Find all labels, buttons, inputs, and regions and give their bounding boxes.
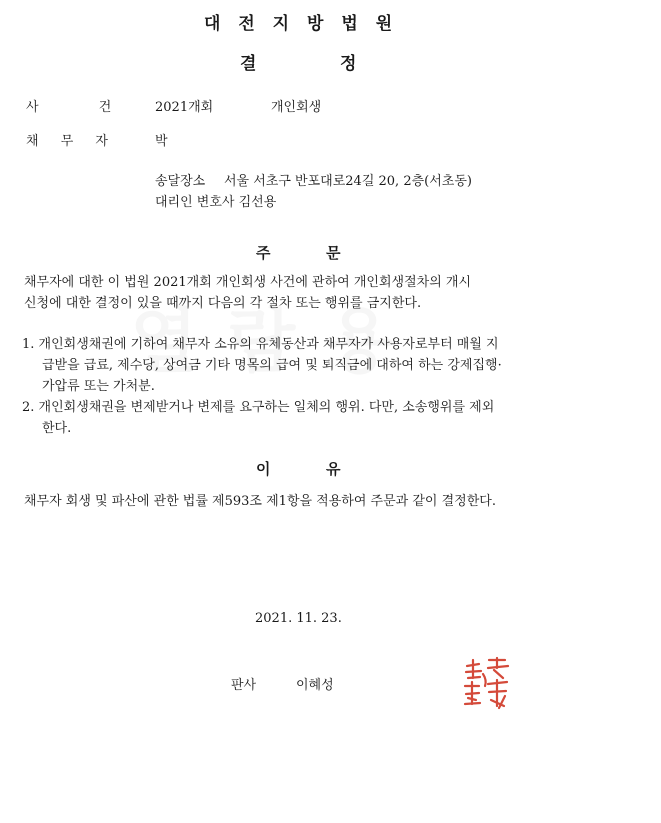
debtor-name: 박 (155, 134, 168, 149)
order-heading-left: 주 (256, 244, 271, 262)
doc-title-right: 정 (340, 54, 363, 74)
order-item-number: 1. (22, 337, 35, 352)
case-type: 개인회생 (271, 100, 322, 115)
reason-heading-left: 이 (256, 460, 271, 478)
order-item-line: 급받을 급료, 제수당, 상여금 기타 명목의 급여 및 퇴직금에 대하여 하는 강제집행· (42, 358, 502, 373)
service-address-label: 송달장소 (155, 174, 206, 189)
order-item-line: 개인회생채권에 기하여 채무자 소유의 유체동산과 채무자가 사용자로부터 매월 지 (38, 337, 499, 352)
agent: 대리인 변호사 김선용 (155, 195, 277, 210)
order-item-line: 한다. (42, 421, 72, 436)
order-intro (24, 272, 471, 314)
reason-heading-right: 유 (326, 460, 341, 478)
case-label: 사 건 (26, 100, 140, 115)
decision-date: 2021. 11. 23. (255, 611, 342, 626)
order-item-number: 2. (22, 400, 35, 415)
service-address: 서울 서초구 반포대로24길 20, 2층(서초동) (224, 174, 472, 189)
debtor-label: 채 무 자 (26, 134, 117, 149)
order-item-line: 개인회생채권을 변제받거나 변제를 요구하는 일체의 행위. 다만, 소송행위를 제외 (38, 400, 495, 415)
order-item-line: 가압류 또는 가처분. (42, 379, 155, 394)
order-item-2 (22, 397, 494, 439)
order-intro-line: 신청에 대한 결정이 있을 때까지 다음의 각 절차 또는 행위를 금지한다. (24, 296, 422, 311)
judge-seal (461, 656, 515, 712)
case-number: 2021개회 (155, 100, 214, 115)
order-intro-line: 채무자에 대한 이 법원 2021개회 개인회생 사건에 관하여 개인회생절차의 개시 (24, 275, 472, 290)
order-item-1 (22, 334, 502, 397)
doc-title-left: 결 (240, 54, 263, 74)
court-name: 대 전 지 방 법 원 (204, 14, 399, 34)
judge-name: 이혜성 (296, 678, 334, 693)
reason-text: 채무자 회생 및 파산에 관한 법률 제593조 제1항을 적용하여 주문과 같이 결정한다. (24, 494, 496, 509)
judge-label: 판사 (231, 678, 257, 693)
order-heading-right: 문 (326, 244, 341, 262)
